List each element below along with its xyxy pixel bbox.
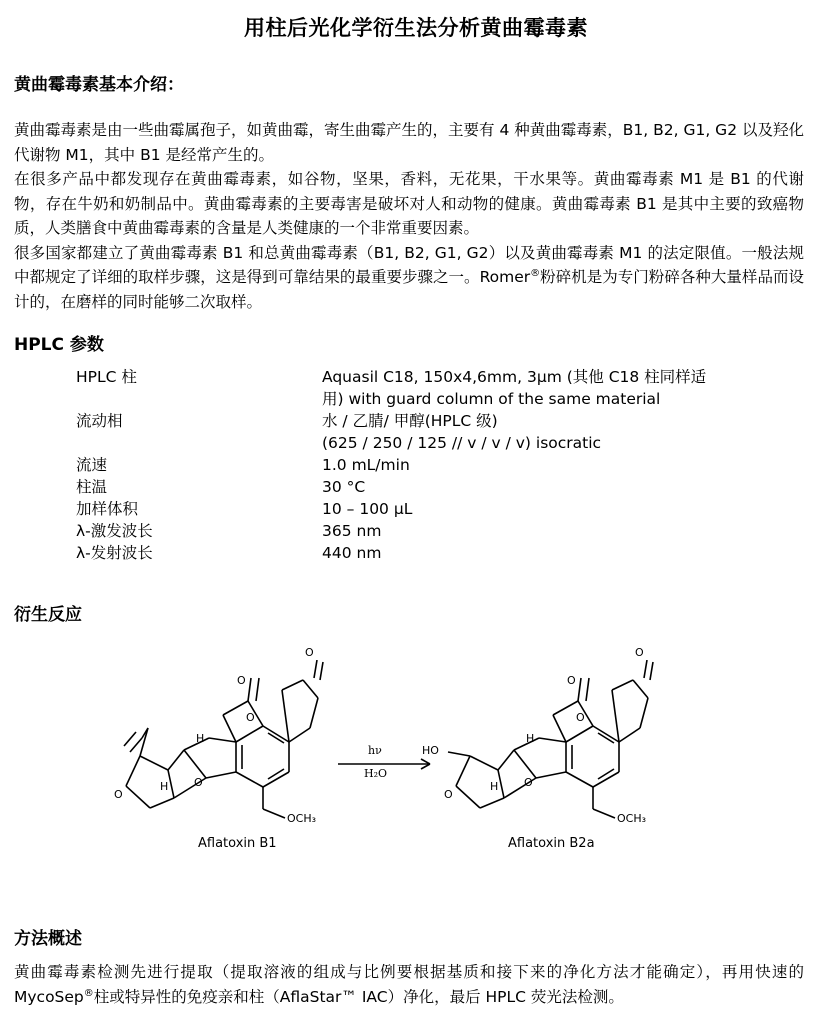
hplc-heading: HPLC 参数	[14, 335, 104, 355]
atom-label: O	[305, 646, 314, 659]
atom-label: H	[526, 732, 535, 745]
atom-label: O	[114, 788, 123, 801]
aflatoxin-b1-structure	[124, 660, 323, 818]
aflatoxin-b2a-structure	[448, 660, 653, 818]
atom-label: O	[635, 646, 644, 659]
param-label: λ-发射波长	[76, 544, 153, 562]
method-body	[14, 960, 804, 1009]
param-value: 440 nm	[322, 544, 382, 562]
param-label: 柱温	[76, 478, 108, 496]
intro-heading: 黄曲霉毒素基本介绍：	[14, 75, 184, 95]
param-row	[76, 454, 776, 476]
param-label: λ-激发波长	[76, 522, 153, 540]
param-row	[76, 498, 776, 520]
param-label: 流动相	[76, 412, 123, 430]
atom-label: O	[246, 711, 255, 724]
param-label: 流速	[76, 456, 108, 474]
arrow-label-water: H₂O	[364, 767, 388, 780]
derivatization-heading: 衍生反应	[14, 605, 82, 625]
param-value	[322, 410, 776, 454]
caption-aflatoxin-b1: Aflatoxin B1	[198, 836, 277, 851]
param-value: 10 – 100 μL	[322, 500, 413, 518]
param-row	[76, 520, 776, 542]
method-text-end: 柱或特异性的免疫亲和柱（AflaStar™ IAC）净化，最后 HPLC 荧光法检测。	[93, 987, 624, 1006]
reaction-scheme-drawing	[100, 660, 660, 860]
methoxy-group: OCH₃	[287, 812, 317, 825]
method-text: 黄曲霉毒素检测先进行提取（提取溶液的组成与比例要根据基质和接下来的净化方法才能确定），再用快速的 MycoSep	[14, 963, 804, 1006]
param-row	[76, 476, 776, 498]
intro-paragraph-3	[14, 241, 804, 315]
param-value-line: 用) with guard column of the same material	[322, 390, 661, 408]
atom-label: O	[567, 674, 576, 687]
param-row	[76, 542, 776, 564]
atom-label: O	[524, 776, 533, 789]
registered-mark: ®	[83, 987, 94, 999]
param-value: 1.0 mL/min	[322, 456, 410, 474]
method-heading: 方法概述	[14, 929, 82, 949]
atom-label: H	[160, 780, 169, 793]
hydroxy-group: HO	[422, 744, 439, 757]
atom-label: O	[444, 788, 453, 801]
param-value: 30 °C	[322, 478, 366, 496]
param-row	[76, 410, 776, 454]
param-label: HPLC 柱	[76, 368, 137, 386]
param-value: 365 nm	[322, 522, 382, 540]
param-label: 加样体积	[76, 500, 139, 518]
page-title: 用柱后光化学衍生法分析黄曲霉毒素	[244, 16, 588, 40]
methoxy-group: OCH₃	[617, 812, 647, 825]
registered-mark: ®	[530, 267, 541, 279]
hplc-parameter-table	[76, 366, 776, 564]
param-row	[76, 366, 776, 410]
param-value-line: Aquasil C18, 150x4,6mm, 3μm (其他 C18 柱同样适	[322, 368, 707, 386]
atom-label: O	[237, 674, 246, 687]
intro-body	[14, 118, 804, 314]
intro-p3-text: 很多国家都建立了黄曲霉毒素 B1 和总黄曲霉毒素（B1, B2, G1, G2）以及黄曲霉毒素 M1 的法定限值。一般法规中都规定了详细的取样步骤，这是得到可靠结果的最重要步骤之一。Romer	[14, 243, 804, 286]
param-value-line: 水 / 乙腈/ 甲醇(HPLC 级)	[322, 412, 498, 430]
reaction-scheme	[100, 646, 660, 860]
param-value	[322, 366, 776, 410]
intro-paragraph-1: 黄曲霉毒素是由一些曲霉属孢子，如黄曲霉，寄生曲霉产生的，主要有 4 种黄曲霉毒素，B1, B2, G1, G2 以及羟化代谢物 M1，其中 B1 是经常产生的。	[14, 121, 804, 164]
param-value-line: (625 / 250 / 125 // v / v / v) isocratic	[322, 434, 602, 452]
intro-p3-text-end: 粉碎机是为专门粉碎各种大量样品而设计的，在磨样的同时能够二次取样。	[14, 268, 804, 311]
method-paragraph	[14, 960, 804, 1009]
caption-aflatoxin-b2a: Aflatoxin B2a	[508, 836, 595, 851]
atom-label: H	[196, 732, 205, 745]
atom-label: H	[490, 780, 499, 793]
atom-label: O	[576, 711, 585, 724]
atom-label: O	[194, 776, 203, 789]
intro-paragraph-2: 在很多产品中都发现存在黄曲霉毒素，如谷物，坚果，香料，无花果，干水果等。黄曲霉毒素 M1 是 B1 的代谢物，存在牛奶和奶制品中。黄曲霉毒素的主要毒害是破坏对人和动物的健康。黄曲霉毒素 B1 是其中主要的致癌物质，人类膳食中黄曲霉毒素的含量是人类健康的一个非常重要因素。	[14, 170, 804, 237]
arrow-label-light: hν	[368, 744, 382, 757]
